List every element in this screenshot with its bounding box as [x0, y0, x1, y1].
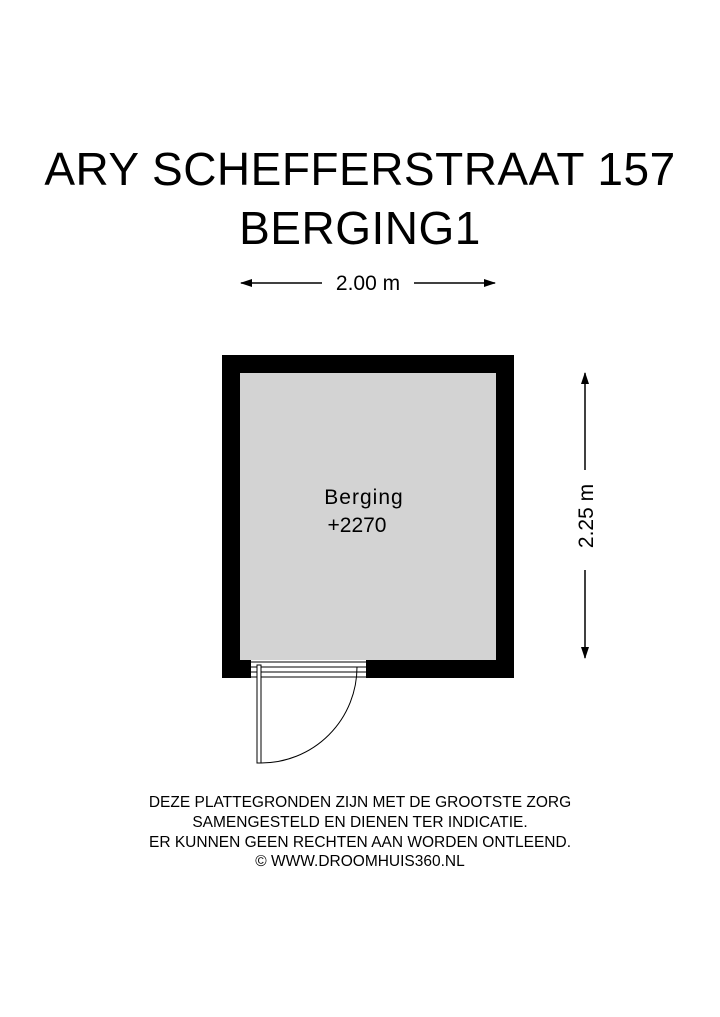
door-threshold [251, 660, 366, 678]
door-leaf [257, 665, 261, 763]
width-dimension [241, 272, 495, 295]
room-level-label: +2270 [327, 514, 387, 537]
door-swing-arc [261, 667, 357, 763]
depth-dimension [575, 373, 598, 658]
page-subtitle-unit: BERGING1 [239, 202, 481, 254]
door [251, 660, 366, 763]
disclaimer-line-1: DEZE PLATTEGRONDEN ZIJN MET DE GROOTSTE ZORG [148, 794, 572, 811]
disclaimer-line-3: ER KUNNEN GEEN RECHTEN AAN WORDEN ONTLEEND. [149, 834, 571, 851]
width-dimension-label: 2.00 m [335, 272, 401, 295]
depth-dimension-label: 2.25 m [575, 483, 598, 549]
page-title-address: ARY SCHEFFERSTRAAT 157 [44, 143, 676, 195]
disclaimer-line-2: SAMENGESTELD EN DIENEN TER INDICATIE. [192, 814, 528, 831]
room-name-label: Berging [324, 486, 404, 509]
copyright-line: © WWW.DROOMHUIS360.NL [255, 853, 465, 870]
